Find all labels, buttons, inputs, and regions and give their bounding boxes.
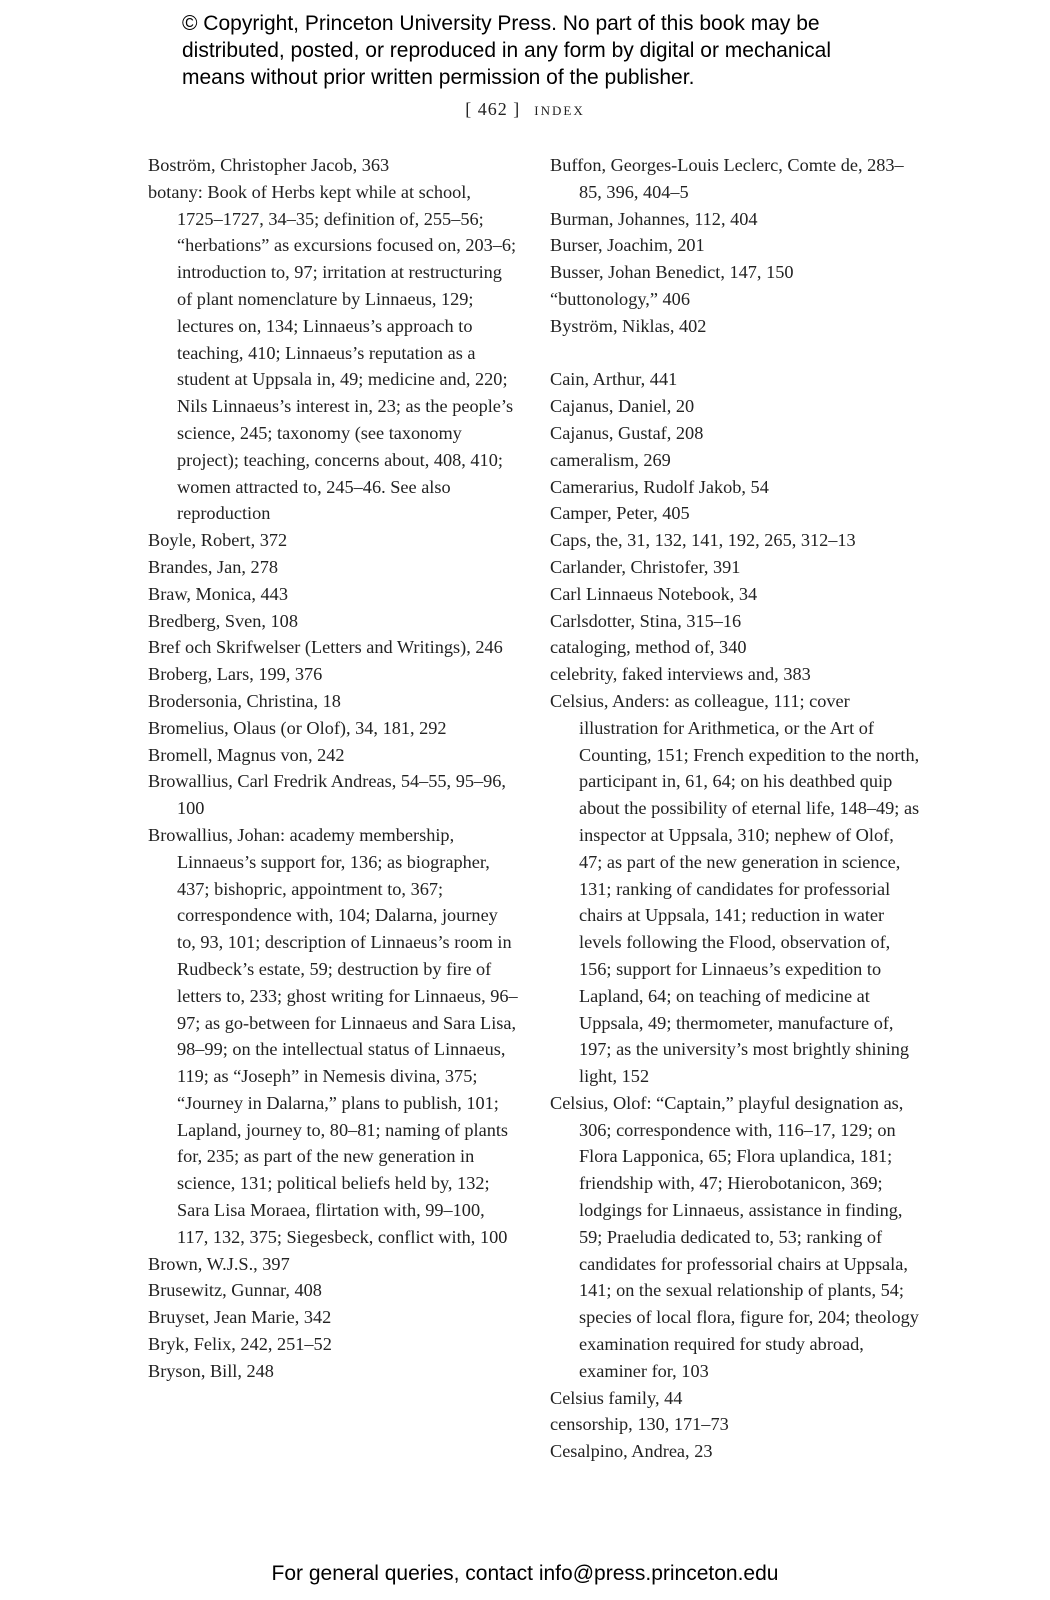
index-entry: botany: Book of Herbs kept while at school, 1725–1727, 34–35; definition of, 255–56; “herbations” as excursions focused on, 203–6; introduction to, 97; irritation at restructuring of plant nomenclature by Linnaeus, 129; lectures on, 134; Linnaeus’s approach to teaching, 410; Linnaeus’s reputation as a student at Uppsala in, 49; medicine and, 220; Nils Linnaeus’s interest in, 23; as the people’s science, 245; taxonomy (see taxonomy project); teaching, concerns about, 408, 410; women attracted to, 245–46. See also reproduction — [148, 181, 517, 524]
index-entry: Bryson, Bill, 248 — [148, 1360, 274, 1381]
index-entry: Brusewitz, Gunnar, 408 — [148, 1280, 322, 1301]
index-column-right — [550, 152, 920, 1465]
index-entry: Byström, Niklas, 402 — [550, 315, 707, 336]
index-entry: Bromell, Magnus von, 242 — [148, 744, 345, 765]
index-entry: “buttonology,” 406 — [550, 288, 690, 309]
index-entry: Burser, Joachim, 201 — [550, 235, 705, 256]
index-entry: Braw, Monica, 443 — [148, 583, 288, 604]
index-entry: Carlsdotter, Stina, 315–16 — [550, 610, 742, 631]
index-entry: cameralism, 269 — [550, 449, 671, 470]
index-entry: Celsius family, 44 — [550, 1387, 683, 1408]
index-entry: Busser, Johan Benedict, 147, 150 — [550, 262, 794, 283]
footer-contact: For general queries, contact info@press.princeton.edu — [271, 1562, 779, 1585]
index-entry: Cajanus, Gustaf, 208 — [550, 422, 704, 443]
index-entry: Cajanus, Daniel, 20 — [550, 396, 695, 417]
index-column-left — [148, 152, 518, 1385]
index-entry: Boström, Christopher Jacob, 363 — [148, 155, 390, 175]
index-entry: censorship, 130, 171–73 — [550, 1414, 729, 1435]
index-entry: Bruyset, Jean Marie, 342 — [148, 1307, 332, 1328]
index-entry: Brodersonia, Christina, 18 — [148, 690, 341, 711]
index-entry: Buffon, Georges-Louis Leclerc, Comte de, 283–85, 396, 404–5 — [550, 155, 904, 202]
copyright-line: distributed, posted, or reproduced in any form by digital or mechanical — [182, 39, 832, 62]
index-entry: Bref och Skrifwelser (Letters and Writings), 246 — [148, 637, 503, 658]
copyright-line: means without prior written permission of the publisher. — [182, 66, 695, 89]
running-head — [0, 99, 1050, 120]
index-entry: Bredberg, Sven, 108 — [148, 610, 298, 631]
index-entry: Browallius, Johan: academy membership, Linnaeus’s support for, 136; as biographer, 437; bishopric, appointment to, 367; correspondence with, 104; Dalarna, journey to, 93, 101; description of Linnaeus’s room in Rudbeck’s estate, 59; destruction by fire of letters to, 233; ghost writing for Linnaeus, 96–97; as go-between for Linnaeus and Sara Lisa, 98–99; on the intellectual status of Linnaeus, 119; as “Joseph” in Nemesis divina, 375; “Journey in Dalarna,” plans to publish, 101; Lapland, journey to, 80–81; naming of plants for, 235; as part of the new generation in science, 131; political beliefs held by, 132; Sara Lisa Moraea, flirtation with, 99–100, 117, 132, 375; Siegesbeck, conflict with, 100 — [148, 824, 518, 1247]
index-entry: Cain, Arthur, 441 — [550, 369, 678, 390]
index-entry: Broberg, Lars, 199, 376 — [148, 664, 323, 685]
index-entry: Boyle, Robert, 372 — [148, 530, 288, 551]
index-entry: Camerarius, Rudolf Jakob, 54 — [550, 476, 769, 497]
page-number: [ 462 ] — [465, 99, 521, 119]
index-entry: Bryk, Felix, 242, 251–52 — [148, 1334, 332, 1355]
index-entry: Brandes, Jan, 278 — [148, 556, 278, 577]
index-entry: Burman, Johannes, 112, 404 — [550, 208, 758, 229]
index-entry: Caps, the, 31, 132, 141, 192, 265, 312–13 — [550, 530, 856, 551]
index-entry: celebrity, faked interviews and, 383 — [550, 664, 811, 685]
index-entry: Cesalpino, Andrea, 23 — [550, 1441, 713, 1462]
copyright-line: © Copyright, Princeton University Press. No part of this book may be — [182, 12, 820, 35]
index-entry: Bromelius, Olaus (or Olof), 34, 181, 292 — [148, 717, 447, 738]
section-title: index — [534, 99, 585, 119]
index-entry: Celsius, Olof: “Captain,” playful designation as, 306; correspondence with, 116–17, 129; on Flora Lapponica, 65; Flora uplandica, 181; friendship with, 47; Hierobotanicon, 369; lodgings for Linnaeus, assistance in finding, 59; Praeludia dedicated to, 53; ranking of candidates for professorial chairs at Uppsala, 141; on the sexual relationship of plants, 54; species of local flora, figure for, 204; theology examination required for study abroad, examiner for, 103 — [550, 1092, 919, 1381]
index-entry: cataloging, method of, 340 — [550, 637, 747, 658]
index-entry: Camper, Peter, 405 — [550, 503, 690, 524]
copyright-notice — [182, 10, 942, 91]
index-entry: Celsius, Anders: as colleague, 111; cover illustration for Arithmetica, or the Art of Counting, 151; French expedition to the north, participant in, 61, 64; on his deathbed quip about the possibility of eternal life, 148–49; as inspector at Uppsala, 310; nephew of Olof, 47; as part of the new generation in science, 131; ranking of candidates for professorial chairs at Uppsala, 141; reduction in water levels following the Flood, observation of, 156; support for Linnaeus’s expedition to Lapland, 64; on teaching of medicine at Uppsala, 49; thermometer, manufacture of, 197; as the university’s most brightly shining light, 152 — [550, 690, 920, 1087]
index-entry: Browallius, Carl Fredrik Andreas, 54–55, 95–96, 100 — [148, 771, 506, 819]
index-entry: Brown, W.J.S., 397 — [148, 1253, 290, 1274]
index-entry: Carl Linnaeus Notebook, 34 — [550, 583, 758, 604]
index-entry: Carlander, Christofer, 391 — [550, 556, 741, 577]
letter-group-gap — [550, 340, 920, 367]
